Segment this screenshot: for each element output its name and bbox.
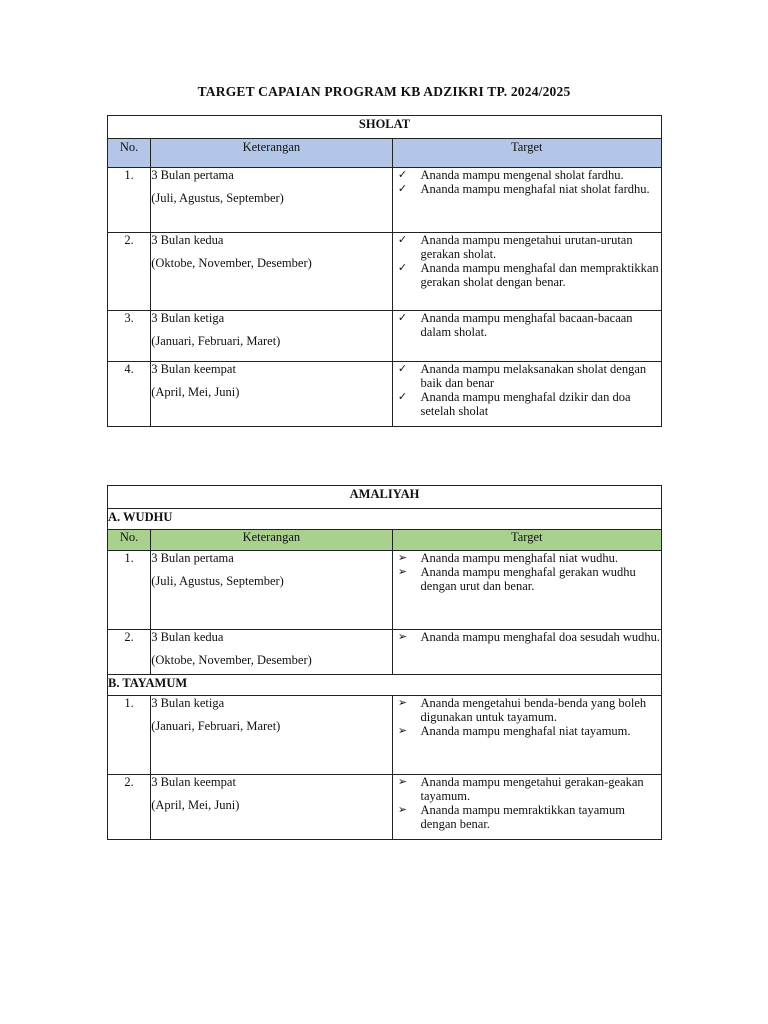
- target-cell: [392, 775, 661, 840]
- period-months: (Januari, Februari, Maret): [151, 719, 281, 733]
- header-target: Target: [392, 530, 661, 551]
- section-tayamum: B. TAYAMUM: [108, 675, 662, 696]
- keterangan-cell: [151, 630, 392, 675]
- target-item: ✓ Ananda mampu menghafal niat sholat fardhu.: [393, 182, 661, 196]
- arrow-bullet-icon: ➢: [397, 775, 408, 788]
- table-row: [108, 168, 662, 233]
- keterangan-cell: [151, 233, 392, 311]
- target-item: ➢ Ananda mampu menghafal niat wudhu.: [393, 551, 661, 565]
- amaliyah-header-row: [108, 530, 662, 551]
- row-number: 4.: [108, 362, 151, 427]
- header-keterangan: Keterangan: [151, 530, 392, 551]
- period-label: 3 Bulan keempat: [151, 362, 236, 376]
- table-row: [108, 362, 662, 427]
- check-icon: ✓: [397, 168, 408, 181]
- period-months: (Januari, Februari, Maret): [151, 334, 281, 348]
- target-item: ✓ Ananda mampu menghafal dan mempraktikkan gerakan sholat dengan benar.: [393, 261, 661, 289]
- header-target: Target: [392, 139, 661, 168]
- target-item: ➢ Ananda mampu menghafal doa sesudah wudhu.: [393, 630, 661, 644]
- period-months: (Juli, Agustus, September): [151, 574, 284, 588]
- period-months: (Juli, Agustus, September): [151, 191, 284, 205]
- period-months: (Oktobe, November, Desember): [151, 256, 312, 270]
- row-number: 2.: [108, 775, 151, 840]
- keterangan-cell: [151, 311, 392, 362]
- check-icon: ✓: [397, 233, 408, 246]
- table-row: [108, 696, 662, 775]
- keterangan-cell: [151, 551, 392, 630]
- row-number: 1.: [108, 551, 151, 630]
- target-cell: [392, 551, 661, 630]
- arrow-bullet-icon: ➢: [397, 551, 408, 564]
- row-number: 2.: [108, 233, 151, 311]
- keterangan-cell: [151, 775, 392, 840]
- target-item: ✓ Ananda mampu menghafal dzikir dan doa setelah sholat: [393, 390, 661, 418]
- check-icon: ✓: [397, 182, 408, 195]
- period-label: 3 Bulan pertama: [151, 551, 234, 565]
- period-label: 3 Bulan kedua: [151, 233, 224, 247]
- target-item: ✓ Ananda mampu menghafal bacaan-bacaan dalam sholat.: [393, 311, 661, 339]
- keterangan-cell: [151, 362, 392, 427]
- period-months: (April, Mei, Juni): [151, 385, 240, 399]
- target-cell: [392, 311, 661, 362]
- table-row: [108, 233, 662, 311]
- keterangan-cell: [151, 168, 392, 233]
- period-label: 3 Bulan keempat: [151, 775, 236, 789]
- check-icon: ✓: [397, 261, 408, 274]
- arrow-bullet-icon: ➢: [397, 803, 408, 816]
- amaliyah-table: [107, 485, 662, 840]
- document-title: TARGET CAPAIAN PROGRAM KB ADZIKRI TP. 2024/2025: [197, 84, 571, 99]
- row-number: 3.: [108, 311, 151, 362]
- row-number: 2.: [108, 630, 151, 675]
- period-months: (April, Mei, Juni): [151, 798, 240, 812]
- sholat-title: SHOLAT: [108, 116, 662, 139]
- target-item: ✓ Ananda mampu mengenal sholat fardhu.: [393, 168, 661, 182]
- amaliyah-title: AMALIYAH: [108, 486, 662, 509]
- target-item: ➢ Ananda mampu memraktikkan tayamum dengan benar.: [393, 803, 661, 831]
- arrow-bullet-icon: ➢: [397, 630, 408, 643]
- check-icon: ✓: [397, 311, 408, 324]
- sholat-table: [107, 115, 662, 427]
- table-row: [108, 551, 662, 630]
- target-cell: [392, 168, 661, 233]
- row-number: 1.: [108, 696, 151, 775]
- target-item: ➢ Ananda mampu mengetahui gerakan-geakan tayamum.: [393, 775, 661, 803]
- check-icon: ✓: [397, 390, 408, 403]
- table-row: [108, 311, 662, 362]
- period-label: 3 Bulan ketiga: [151, 311, 225, 325]
- target-item: ✓ Ananda mampu mengetahui urutan-urutan gerakan sholat.: [393, 233, 661, 261]
- header-keterangan: Keterangan: [151, 139, 392, 168]
- table-row: [108, 775, 662, 840]
- period-label: 3 Bulan pertama: [151, 168, 234, 182]
- target-item: ➢ Ananda mampu menghafal niat tayamum.: [393, 724, 661, 738]
- arrow-bullet-icon: ➢: [397, 724, 408, 737]
- arrow-bullet-icon: ➢: [397, 565, 408, 578]
- target-item: ✓ Ananda mampu melaksanakan sholat dengan baik dan benar: [393, 362, 661, 390]
- keterangan-cell: [151, 696, 392, 775]
- target-cell: [392, 696, 661, 775]
- header-no: No.: [108, 139, 151, 168]
- target-cell: [392, 362, 661, 427]
- target-item: ➢ Ananda mampu menghafal gerakan wudhu dengan urut dan benar.: [393, 565, 661, 593]
- table-row: [108, 630, 662, 675]
- period-label: 3 Bulan kedua: [151, 630, 224, 644]
- arrow-bullet-icon: ➢: [397, 696, 408, 709]
- section-wudhu: A. WUDHU: [108, 509, 662, 530]
- period-label: 3 Bulan ketiga: [151, 696, 225, 710]
- sholat-header-row: [108, 139, 662, 168]
- target-cell: [392, 630, 661, 675]
- target-item: ➢ Ananda mengetahui benda-benda yang boleh digunakan untuk tayamum.: [393, 696, 661, 724]
- period-months: (Oktobe, November, Desember): [151, 653, 312, 667]
- row-number: 1.: [108, 168, 151, 233]
- check-icon: ✓: [397, 362, 408, 375]
- header-no: No.: [108, 530, 151, 551]
- target-cell: [392, 233, 661, 311]
